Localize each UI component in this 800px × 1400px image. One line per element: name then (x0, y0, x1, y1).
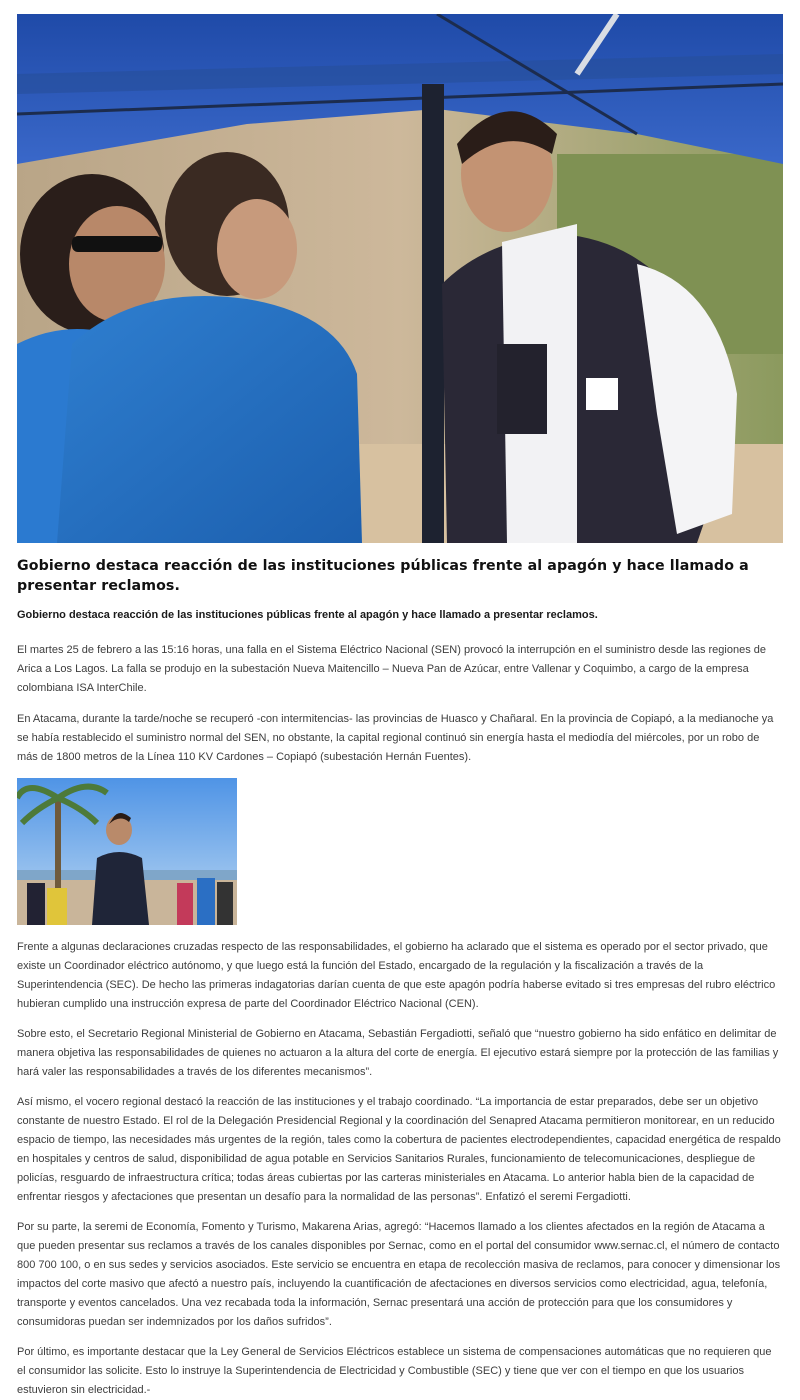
article-paragraph: Así mismo, el vocero regional destacó la reacción de las instituciones y el trabajo coordinado. “La importancia de estar preparados, debe ser un objetivo constante de nuestro Estado. El rol de la Delegación Presidencial Regional y la coordinación del Senapred Atacama permitieron monitorear, en un reducido espacio de tiempo, las necesidades más urgentes de la región, tales como la cobertura de pacientes electrodependientes, capacidad energética de respaldo en hospitales y centros de salud, disponibilidad de agua potable en Servicios Sanitarios Rurales, funcionamiento de telecomunicaciones, despliegue de policías, resguardo de infraestructura crítica; todas áreas cubiertas por las carteras ministeriales en Atacama. Lo anterior habla bien de la capacidad de enfrentar riesgos y afectaciones que presentan un desafío para la normalidad de las personas”. Enfatizó el seremi Fergadiotti. (17, 1096, 781, 1203)
article-headline: Gobierno destaca reacción de las instituciones públicas frente al apagón y hace llamado a presentar reclamos. (17, 558, 749, 594)
article-lead: Gobierno destaca reacción de las instituciones públicas frente al apagón y hace llamado a presentar reclamos. (17, 609, 598, 621)
article-paragraph: El martes 25 de febrero a las 15:16 horas, una falla en el Sistema Eléctrico Nacional (SEN) provocó la interrupción en el suministro desde las regiones de Arica a Los Lagos. La falla se produjo en la subestación Nueva Maitencillo – Nueva Pan de Azúcar, entre Vallenar y Coquimbo, a cargo de la empresa colombiana ISA InterChile. (17, 644, 767, 694)
article (17, 14, 783, 1400)
article-paragraph: Por su parte, la seremi de Economía, Fomento y Turismo, Makarena Arias, agregó: “Hacemos llamado a los clientes afectados en la región de Atacama a que pueden presentar sus reclamos a través de los canales disponibles por Sernac, como en el portal del consumidor www.sernac.cl, el número de contacto 800 700 100, o en sus sedes y servicios asociados. Este servicio se encuentra en etapa de recolección masiva de reclamos, para conocer y dimensionar los impactos del corte masivo que afectó a nuestro país, incluyendo la cuantificación de afectaciones en diversos servicios como electricidad, agua, telefonía, transporte y eventos cancelados. Una vez recabada toda la información, Sernac presentará una acción de protección para que los consumidores y consumidoras puedan ser indemnizados por los daños sufridos”. (17, 1221, 781, 1328)
article-paragraph: Sobre esto, el Secretario Regional Ministerial de Gobierno en Atacama, Sebastián Fergadiotti, señaló que “nuestro gobierno ha sido enfático en delimitar de manera objetiva las responsabilidades de quienes no actuaron a la altura del corte de energía. El ejecutivo estará siempre por la protección de las familias y hará valer las responsabilidades a través de los diferentes mecanismos”. (17, 1028, 779, 1078)
hero-photo (17, 14, 783, 543)
article-paragraph: En Atacama, durante la tarde/noche se recuperó -con intermitencias- las provincias de Huasco y Chañaral. En la provincia de Copiapó, a la medianoche ya se había restablecido el suministro normal del SEN, no obstante, la capital regional continuó sin energía hasta el mediodía del miércoles, por un robo de más de 1800 metros de la Línea 110 KV Cardones – Copiapó (subestación Hernán Fuentes). (17, 713, 774, 763)
inline-photo (17, 778, 237, 925)
article-paragraph: Frente a algunas declaraciones cruzadas respecto de las responsabilidades, el gobierno ha aclarado que el sistema es operado por el sector privado, que existe un Coordinador eléctrico autónomo, y que luego está la función del Estado, encargado de la regulación y la fiscalización a través de la Superintendencia (SEC). De hecho las primeras indagatorias darían cuenta de que este apagón podría haberse evitado si tres empresas del rubro eléctrico hubieran cumplido una instrucción expresa de parte del Coordinador Eléctrico Nacional (CEN). (17, 941, 776, 1010)
inline-photo-illustration (17, 778, 237, 925)
hero-photo-illustration (17, 14, 783, 543)
article-paragraph: Por último, es importante destacar que la Ley General de Servicios Eléctricos establece un sistema de compensaciones automáticas que no requieren que el consumidor las solicite. Esto lo instruye la Superintendencia de Electricidad y Combustible (SEC) y tiene que ver con el tiempo en que los usuarios estuvieron sin electricidad.- (17, 1346, 772, 1396)
